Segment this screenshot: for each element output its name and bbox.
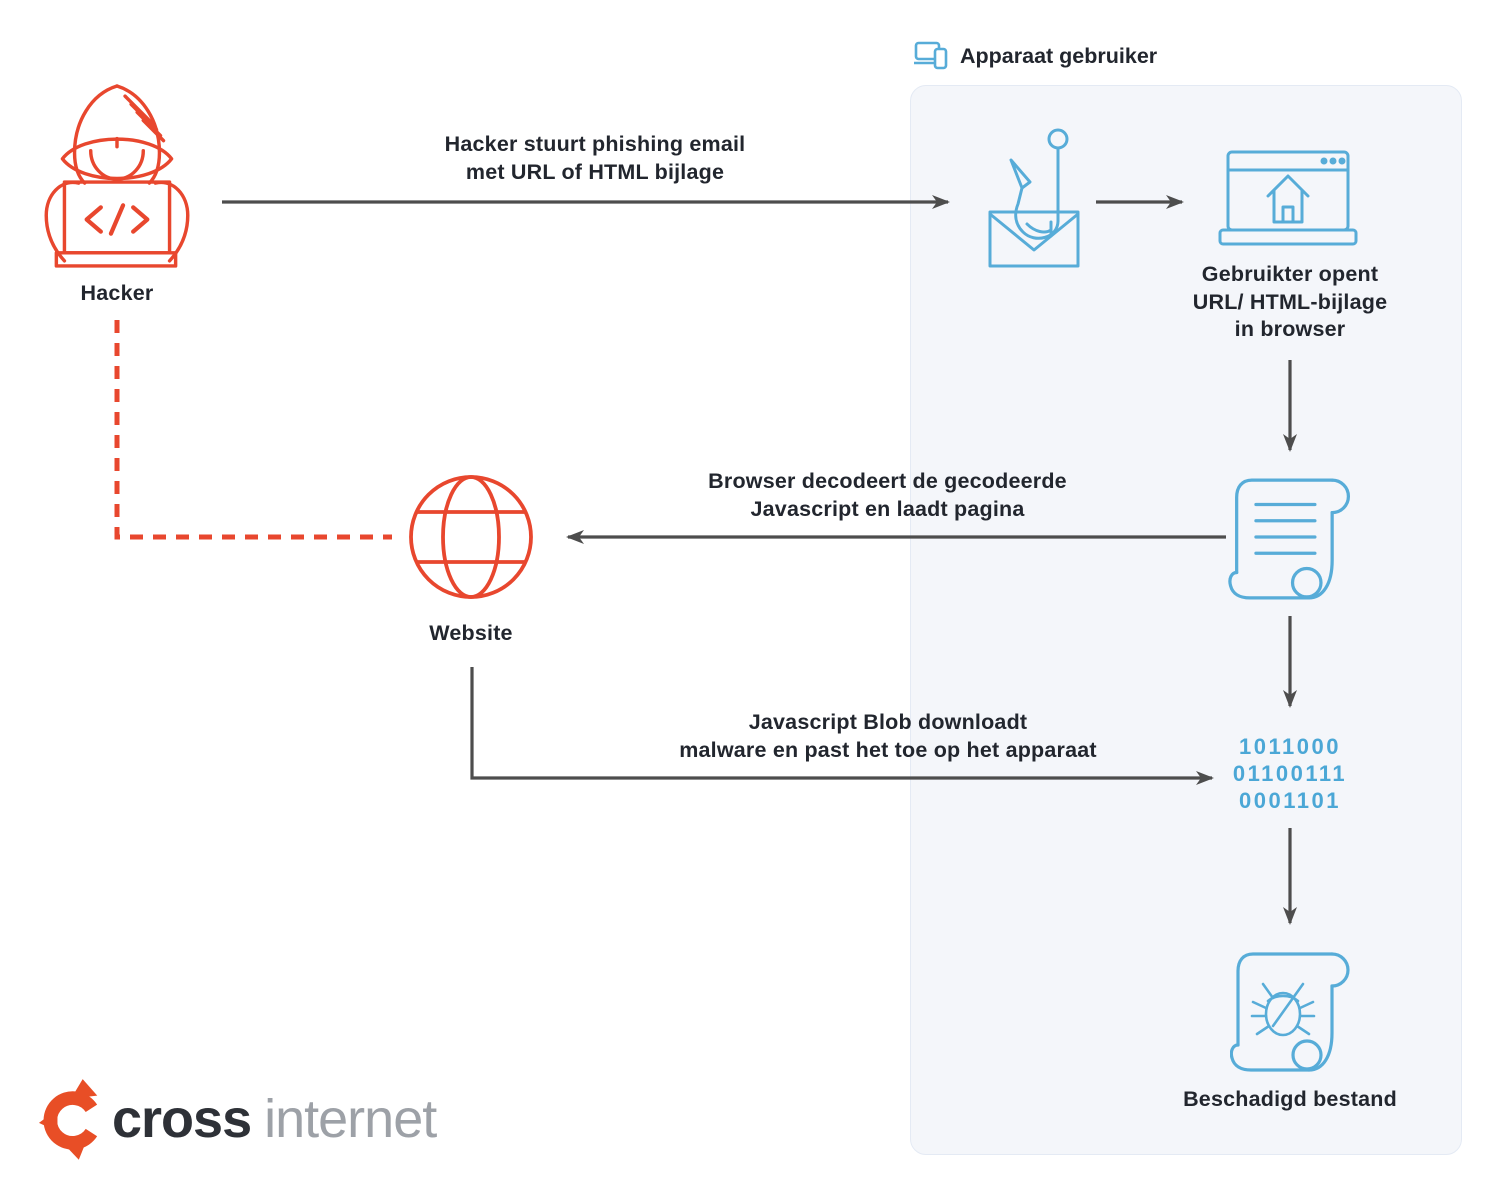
logo (38, 1077, 436, 1161)
hacker-icon (38, 82, 196, 270)
corrupted-file-icon (1230, 948, 1352, 1074)
logo-icon (38, 1077, 106, 1161)
browser-caption: Gebruikter opent URL/ HTML-bijlage in browser (1192, 262, 1388, 341)
binary-code: 1011000 01100111 0001101 (1232, 734, 1348, 813)
hacker-label: Hacker (80, 281, 154, 305)
hacker-website-dashed-line (117, 320, 392, 537)
corrupted-file-label: Beschadigd bestand (1183, 1087, 1397, 1111)
logo-word-internet: internet (264, 1089, 437, 1149)
phishing-email-icon (983, 126, 1083, 271)
website-label: Website (429, 621, 513, 645)
website-icon (406, 472, 536, 602)
logo-word-cross: cross (112, 1089, 252, 1149)
logo-text (112, 1079, 436, 1159)
panel-title-text: Apparaat gebruiker (960, 43, 1158, 68)
script-icon (1228, 474, 1353, 602)
browser-icon (1218, 148, 1358, 250)
download-edge-label: Javascript Blob downloadt malware en past het toe op het apparaat (679, 710, 1097, 762)
phishing-edge-label: Hacker stuurt phishing email met URL of HTML bijlage (444, 132, 746, 184)
decode-edge-label: Browser decodeert de gecodeerde Javascript en laadt pagina (708, 469, 1067, 521)
